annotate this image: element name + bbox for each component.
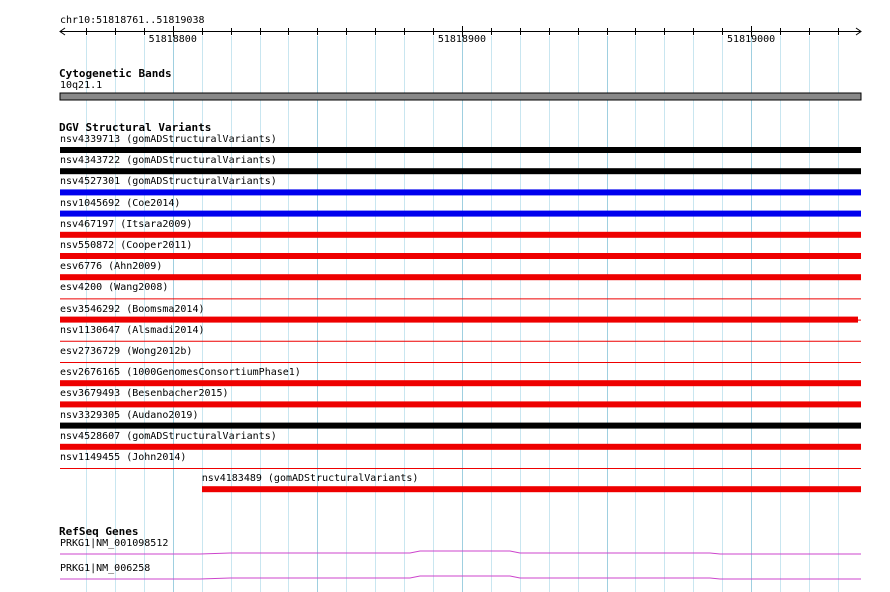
- cytoband-track-title[interactable]: Cytogenetic Bands: [59, 67, 172, 80]
- dgv-variant-bar: [60, 423, 861, 429]
- refseq-gene-label[interactable]: PRKG1|NM_006258: [60, 563, 151, 574]
- dgv-variant-label[interactable]: nsv1130647 (Alsmadi2014): [60, 324, 205, 336]
- dgv-variant-label[interactable]: esv2676165 (1000GenomesConsortiumPhase1): [60, 367, 301, 379]
- dgv-variant-label[interactable]: esv4200 (Wang2008): [60, 282, 169, 294]
- dgv-variant-bar: [60, 168, 861, 174]
- dgv-variant-bar: [60, 189, 861, 195]
- refseq-gene-label[interactable]: PRKG1|NM_001098512: [60, 538, 169, 549]
- dgv-variant-bar: [60, 380, 861, 386]
- dgv-variant-label[interactable]: nsv4339713 (gomADStructuralVariants): [60, 134, 277, 145]
- ruler-tick-label: 51818900: [437, 34, 487, 45]
- location-label: chr10:51818761..51819038: [60, 15, 205, 26]
- dgv-variant-label[interactable]: nsv550872 (Cooper2011): [60, 240, 193, 251]
- refseq-gene-line: [60, 551, 861, 554]
- dgv-variant-bar: [60, 147, 861, 153]
- dgv-variant-bar: [60, 274, 861, 280]
- dgv-variant-bar: [60, 253, 861, 259]
- dgv-variant-label[interactable]: esv3546292 (Boomsma2014): [60, 303, 205, 315]
- dgv-variant-bar: [60, 444, 861, 450]
- dgv-variant-label[interactable]: esv3679493 (Besenbacher2015): [60, 388, 229, 400]
- dgv-variant-label[interactable]: esv6776 (Ahn2009): [60, 261, 163, 273]
- dgv-variant-label[interactable]: nsv4183489 (gomADStructuralVariants): [201, 473, 419, 485]
- dgv-variant-bar: [60, 317, 858, 323]
- dgv-variant-label[interactable]: nsv4527301 (gomADStructuralVariants): [60, 176, 277, 188]
- dgv-variant-label[interactable]: nsv4343722 (gomADStructuralVariants): [60, 155, 277, 167]
- refseq-track-title[interactable]: RefSeq Genes: [59, 525, 139, 538]
- dgv-variant-bar: [202, 486, 861, 492]
- dgv-variant-bar: [60, 232, 861, 238]
- dgv-variant-label[interactable]: nsv3329305 (Audano2019): [60, 409, 199, 421]
- dgv-variant-label[interactable]: nsv1045692 (Coe2014): [60, 197, 181, 209]
- cytoband-bar: [60, 93, 861, 100]
- dgv-track-title[interactable]: DGV Structural Variants: [59, 121, 212, 134]
- cytoband-band-label: 10q21.1: [60, 80, 103, 91]
- refseq-gene-line: [60, 576, 861, 579]
- ruler-tick-label: 51818800: [148, 34, 197, 45]
- dgv-variant-bar: [60, 211, 861, 217]
- ruler-tick-label: 51819000: [727, 34, 776, 45]
- dgv-variant-label[interactable]: nsv467197 (Itsara2009): [60, 218, 193, 230]
- dgv-variant-label[interactable]: nsv1149455 (John2014): [60, 452, 187, 463]
- dgv-variant-bar: [60, 401, 861, 407]
- dgv-variant-label[interactable]: nsv4528607 (gomADStructuralVariants): [60, 430, 277, 442]
- dgv-variant-label[interactable]: esv2736729 (Wong2012b): [60, 346, 193, 357]
